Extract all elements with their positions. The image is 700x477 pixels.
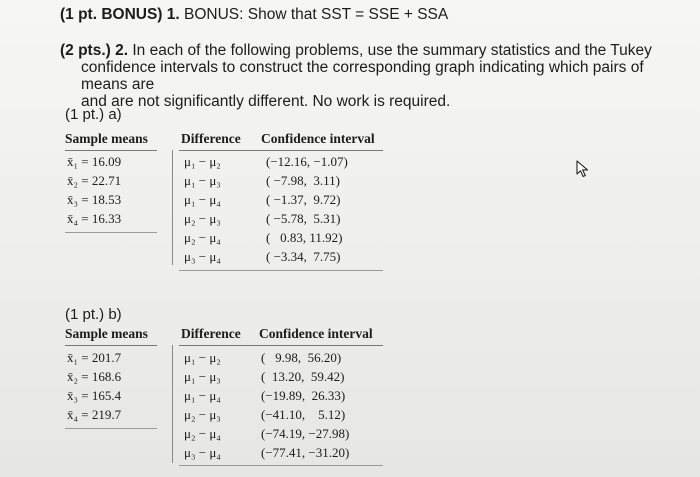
part-a-difference: μ₁ − μ₂ — [184, 154, 221, 169]
part-b-difference: μ₂ − μ₃ — [184, 407, 221, 422]
part-a-mean: x̄₁ = 16.09 — [67, 154, 122, 169]
part-a-difference: μ₃ − μ₄ — [184, 249, 221, 264]
part-b-difference: μ₂ − μ₄ — [184, 426, 221, 441]
part-a-difference: μ₁ − μ₄ — [184, 192, 221, 207]
question-2-line-3: and are not significantly different. No work is required. — [81, 93, 451, 110]
part-a-difference: μ₂ − μ₄ — [184, 230, 221, 245]
part-b-interval: ( 9.98, 56.20) — [261, 350, 342, 365]
part-b-interval: (−41.10, 5.12) — [261, 407, 346, 422]
part-a-label: (1 pt.) a) — [65, 106, 122, 123]
part-b-header-means: Sample means — [65, 326, 148, 341]
part-a-interval: ( 0.83, 11.92) — [266, 230, 343, 245]
part-b-means-bottom-rule — [65, 428, 157, 429]
part-b-interval: (−19.89, 26.33) — [261, 388, 346, 403]
part-b-mean: x̄₄ = 219.7 — [67, 407, 122, 422]
part-b-column-divider — [172, 345, 173, 463]
part-b-mean: x̄₁ = 201.7 — [67, 350, 122, 365]
part-b-intervals-header-rule — [179, 345, 383, 346]
part-a-interval: (−12.16, −1.07) — [266, 154, 348, 169]
part-a-difference: μ₁ − μ₃ — [184, 173, 221, 188]
part-a-mean: x̄₃ = 18.53 — [67, 192, 122, 207]
question-1-text: BONUS: Show that SST = SSE + SSA — [179, 6, 449, 23]
mouse-pointer-icon — [576, 160, 590, 178]
question-2-line-2: confidence intervals to construct the corresponding graph indicating which pairs of means are — [81, 59, 644, 93]
part-b-header-interval: Confidence interval — [259, 326, 373, 341]
part-a-difference: μ₂ − μ₃ — [184, 211, 221, 226]
part-a-interval: ( −3.34, 7.75) — [266, 249, 341, 264]
question-2-line-1: In each of the following problems, use the summary statistics and the Tukey — [128, 42, 652, 59]
part-b-difference: μ₁ − μ₂ — [184, 350, 221, 365]
part-a-interval: ( −1.37, 9.72) — [266, 192, 341, 207]
question-1 — [60, 6, 448, 24]
part-b-mean: x̄₂ = 168.6 — [67, 369, 122, 384]
part-a-means-header-rule — [65, 150, 157, 151]
part-a-intervals-header-rule — [179, 150, 383, 151]
part-a-interval: ( −7.98, 3.11) — [266, 173, 341, 188]
question-2 — [60, 42, 680, 110]
part-a-header-difference: Difference — [181, 131, 241, 146]
part-b-interval: (−74.19, −27.98) — [261, 426, 350, 441]
part-a-means-bottom-rule — [65, 232, 157, 233]
part-a-bottom-rule — [179, 270, 383, 271]
part-b-difference: μ₃ − μ₄ — [184, 445, 221, 460]
question-2-prefix: (2 pts.) 2. — [60, 42, 129, 59]
part-b-interval: ( 13.20, 59.42) — [261, 369, 345, 384]
part-a-column-divider — [172, 150, 173, 265]
part-b-mean: x̄₃ = 165.4 — [67, 388, 122, 403]
part-a-mean: x̄₂ = 22.71 — [67, 173, 122, 188]
part-b-difference: μ₁ − μ₃ — [184, 369, 221, 384]
part-b-label: (1 pt.) b) — [65, 306, 122, 323]
part-b-header-difference: Difference — [181, 326, 241, 341]
part-b-bottom-rule — [179, 465, 383, 466]
part-a-header-means: Sample means — [65, 131, 148, 146]
part-a-mean: x̄₄ = 16.33 — [67, 211, 122, 226]
part-a-interval: ( −5.78, 5.31) — [266, 211, 341, 226]
part-b-difference: μ₁ − μ₄ — [184, 388, 221, 403]
part-b-interval: (−77.41, −31.20) — [261, 445, 350, 460]
question-1-prefix: (1 pt. BONUS) 1. — [60, 6, 180, 23]
part-a-header-interval: Confidence interval — [261, 131, 375, 146]
part-b-means-header-rule — [65, 345, 157, 346]
